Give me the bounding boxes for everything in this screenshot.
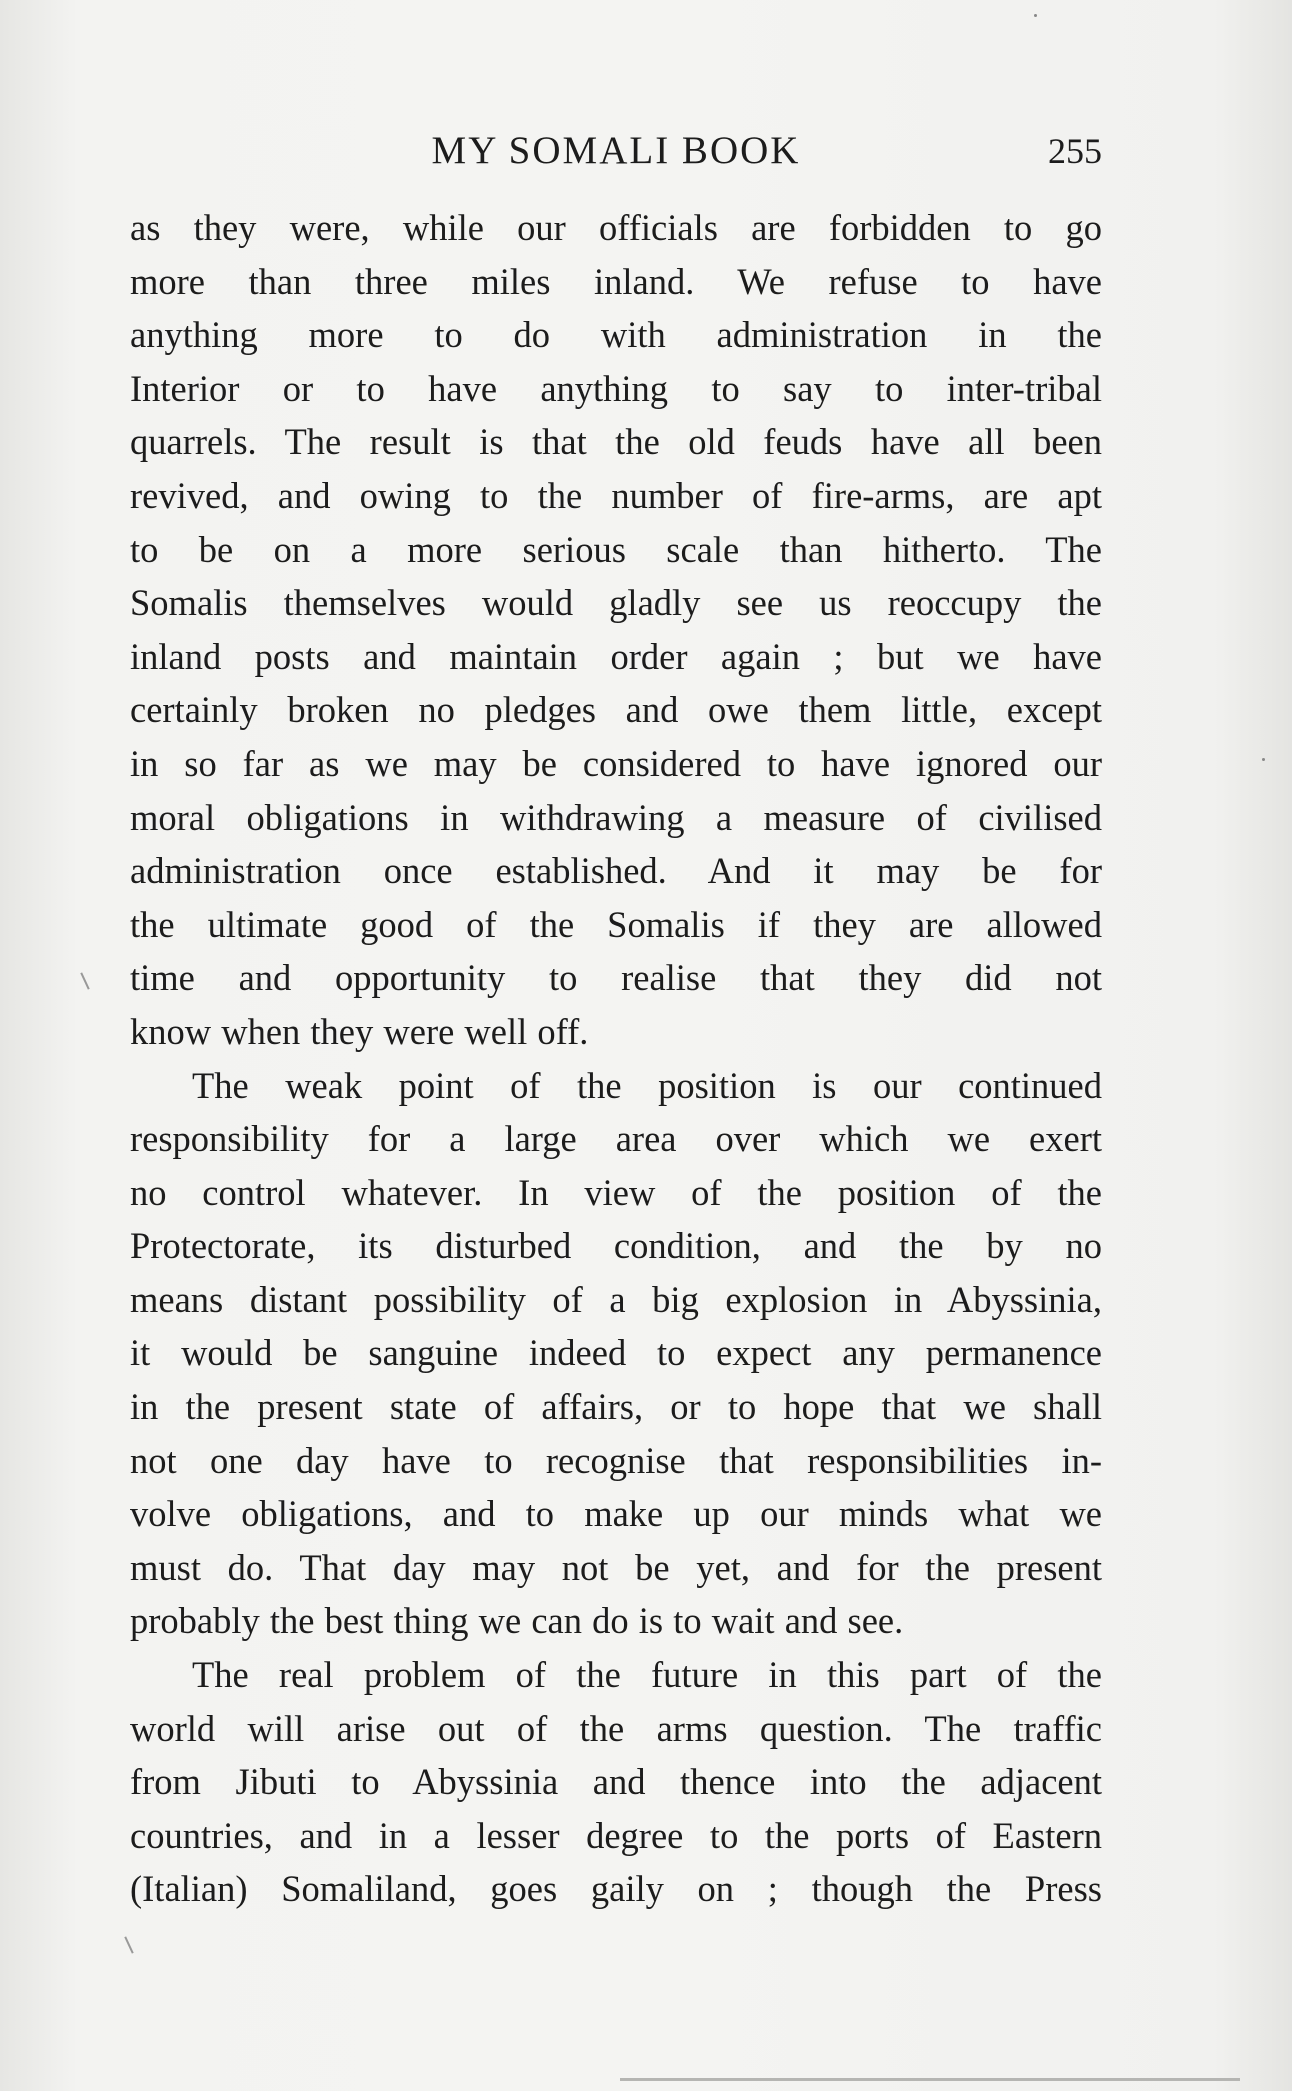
- text-line: as they were, while our officials are forbidden to go: [130, 207, 1102, 248]
- text-line: revived, and owing to the number of fire-arms, are apt: [130, 474, 1102, 516]
- text-line: certainly broken no pledges and owe them little, except: [130, 689, 1102, 731]
- text-line: administration once established. And it may be for: [130, 850, 1102, 892]
- text-line: probably the best thing we can do is to wait and see.: [130, 1600, 904, 1642]
- text-line: Interior or to have anything to say to inter-tribal: [130, 367, 1102, 409]
- text-line: world will arise out of the arms question. The traffic: [130, 1707, 1102, 1749]
- body-text: [130, 201, 1102, 1916]
- text-line: (Italian) Somaliland, goes gaily on ; though the Press: [130, 1868, 1102, 1910]
- text-line: from Jibuti to Abyssinia and thence into the adjacent: [130, 1761, 1102, 1803]
- text-line: means distant possibility of a big explosion in Abyssinia,: [130, 1278, 1102, 1320]
- text-line: countries, and in a lesser degree to the ports of Eastern: [130, 1814, 1102, 1856]
- page-number: 255: [1048, 131, 1102, 171]
- text-line: moral obligations in withdrawing a measure of civilised: [130, 796, 1102, 838]
- text-line: inland posts and maintain order again ; but we have: [130, 635, 1102, 677]
- text-line: Protectorate, its disturbed condition, and the by no: [130, 1225, 1102, 1267]
- text-line: no control whatever. In view of the position of the: [130, 1171, 1102, 1213]
- text-line: The real problem of the future in this part of the: [192, 1654, 1102, 1696]
- text-line: must do. That day may not be yet, and for the present: [130, 1546, 1102, 1588]
- text-line: it would be sanguine indeed to expect any permanence: [130, 1332, 1102, 1374]
- running-head: [130, 124, 1102, 178]
- text-line: The weak point of the position is our continued: [192, 1064, 1102, 1106]
- text-line: anything more to do with administration in the: [130, 314, 1102, 356]
- paper-speck: [1034, 14, 1037, 17]
- paper-speck: [1262, 758, 1265, 761]
- paper-scratch: [124, 1936, 133, 1953]
- text-line: time and opportunity to realise that they did not: [130, 957, 1102, 999]
- text-line: more than three miles inland. We refuse to have: [130, 260, 1102, 302]
- text-line: in the present state of affairs, or to hope that we shall: [130, 1386, 1102, 1428]
- text-line: know when they were well off.: [130, 1010, 589, 1052]
- paper-scratch: [80, 972, 89, 989]
- text-line: responsibility for a large area over which we exert: [130, 1118, 1102, 1160]
- text-line: to be on a more serious scale than hitherto. The: [130, 528, 1102, 570]
- text-line: Somalis themselves would gladly see us reoccupy the: [130, 582, 1102, 624]
- text-line: not one day have to recognise that responsibilities in-: [130, 1439, 1102, 1481]
- text-line: the ultimate good of the Somalis if they are allowed: [130, 903, 1102, 945]
- page-edge: [620, 2078, 1240, 2081]
- text-line: in so far as we may be considered to have ignored our: [130, 742, 1102, 784]
- text-line: quarrels. The result is that the old feuds have all been: [130, 421, 1102, 463]
- running-title: MY SOMALI BOOK: [431, 129, 801, 172]
- text-line: volve obligations, and to make up our minds what we: [130, 1493, 1102, 1535]
